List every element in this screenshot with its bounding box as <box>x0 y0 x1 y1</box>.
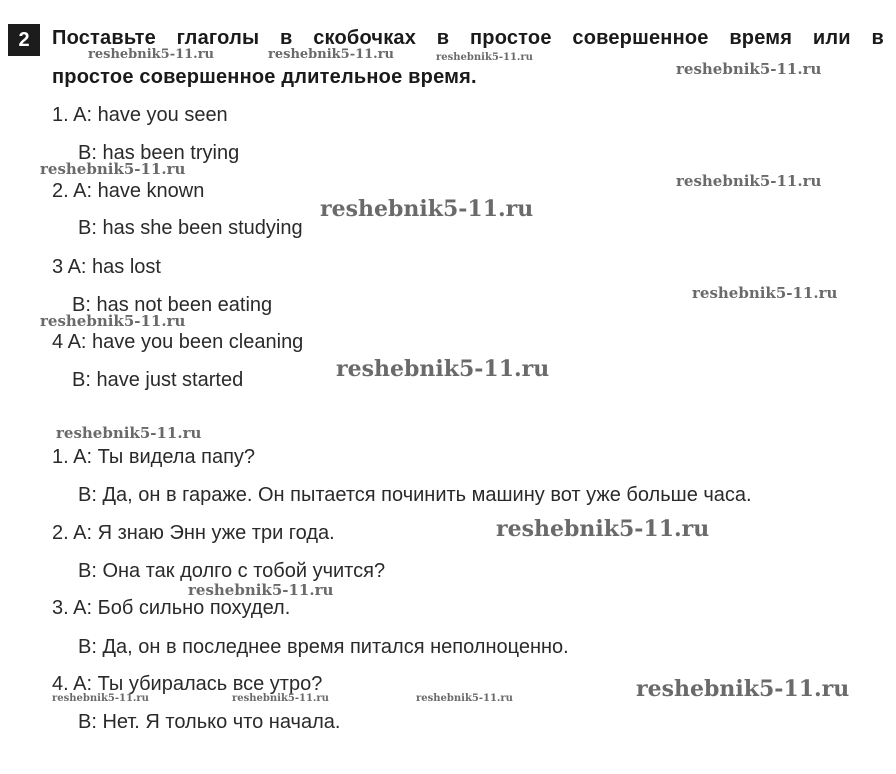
watermark: reshebnik5-11.ru <box>496 516 710 542</box>
translation-4b: B: Нет. Я только что начала. <box>78 711 341 733</box>
answer-1a: 1. A: have you seen <box>52 104 228 126</box>
answer-4b: B: have just started <box>72 369 244 391</box>
task-title-line-2: простое совершенное длительное время. <box>52 66 477 88</box>
watermark: reshebnik5-11.ru <box>232 693 329 704</box>
answer-2b: B: has she been studying <box>78 217 303 239</box>
answer-3a: 3 A: has lost <box>52 256 161 278</box>
task-title-line-1: Поставьте глаголы в скобочках в простое совершенное время или в <box>52 27 884 49</box>
watermark: reshebnik5-11.ru <box>320 196 534 222</box>
watermark: reshebnik5-11.ru <box>268 47 395 62</box>
watermark: reshebnik5-11.ru <box>336 356 550 382</box>
watermark: reshebnik5-11.ru <box>676 172 822 190</box>
watermark: reshebnik5-11.ru <box>692 284 838 302</box>
translation-1b: B: Да, он в гараже. Он пытается починить машину вот уже больше часа. <box>78 484 752 506</box>
watermark: reshebnik5-11.ru <box>88 47 215 62</box>
watermark: reshebnik5-11.ru <box>188 581 334 599</box>
watermark: reshebnik5-11.ru <box>636 676 850 702</box>
task-number-badge: 2 <box>8 24 40 56</box>
answer-2a: 2. A: have known <box>52 180 205 202</box>
watermark: reshebnik5-11.ru <box>676 60 822 78</box>
watermark: reshebnik5-11.ru <box>40 312 186 330</box>
watermark: reshebnik5-11.ru <box>436 52 533 63</box>
answer-4a: 4 A: have you been cleaning <box>52 331 304 353</box>
translation-2a: 2. A: Я знаю Энн уже три года. <box>52 522 335 544</box>
translation-4a: 4. A: Ты убиралась все утро? <box>52 673 323 695</box>
watermark: reshebnik5-11.ru <box>56 424 202 442</box>
watermark: reshebnik5-11.ru <box>40 160 186 178</box>
answer-3b: B: has not been eating <box>72 294 273 316</box>
translation-1a: 1. A: Ты видела папу? <box>52 446 256 468</box>
watermark: reshebnik5-11.ru <box>416 693 513 704</box>
translation-3a: 3. A: Боб сильно похудел. <box>52 597 291 619</box>
watermark: reshebnik5-11.ru <box>52 693 149 704</box>
translation-2b: B: Она так долго с тобой учится? <box>78 560 386 582</box>
translation-3b: B: Да, он в последнее время питался неполноценно. <box>78 636 569 658</box>
answer-1b: B: has been trying <box>78 142 240 164</box>
